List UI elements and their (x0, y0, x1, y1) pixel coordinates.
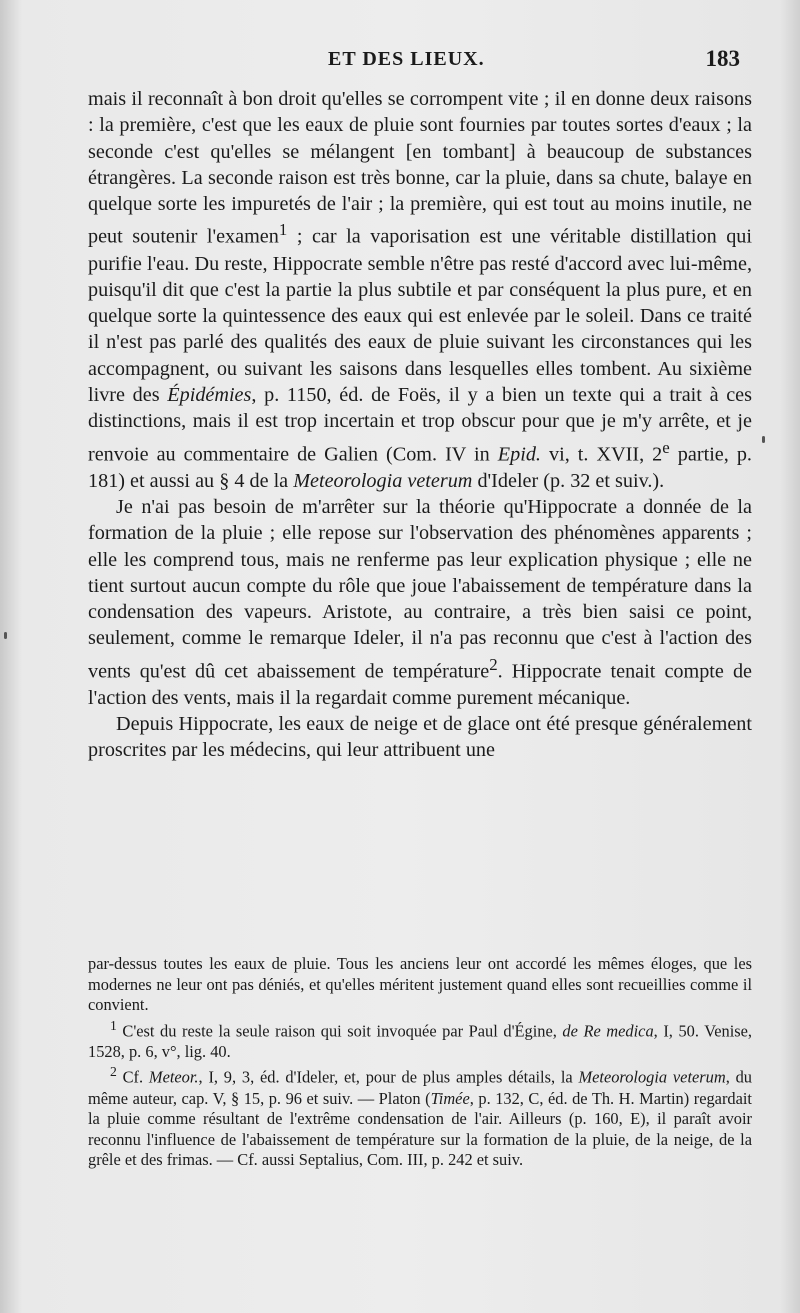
footnote-ref-2: 2 (489, 654, 498, 674)
running-title: ET DES LIEUX. (328, 48, 485, 70)
paragraph-3: Depuis Hippocrate, les eaux de neige et de glace ont été presque généralement proscrites par les médecins, qui leur attribuent une (88, 713, 752, 762)
footnotes (88, 954, 752, 1171)
paragraph-1: mais il reconnaît à bon droit qu'elles se corrompent vite ; il en donne deux raisons : la première, c'est que les eaux de pluie sont fournies par toutes sortes d'eaux ; la seconde c'est qu'elles se mélangent [en tombant] à beaucoup de substances étrangères. La seconde raison est très bonne, car la pluie, dans sa chute, balaye en quelque sorte les impuretés de l'air ; la première, qui est tout au moins inutile, ne peut soutenir l'examen$^1$ ; car la vaporisation est une véritable distillation qui purifie l'eau. Du reste, Hippocrate semble n'être pas resté d'accord avec lui-même, puisqu'il dit que c'est la partie la plus subtile et par conséquent la plus pure, et en quelque sorte la quintessence des eaux qui est enlevée par le soleil. Dans ce traité il n'est pas parlé des qualités des eaux de pluie suivant les circonstances qui les accompagnent, ou suivant les saisons dans lesquelles elles tombent. Au sixième livre des Épidémies, p. 1150, éd. de Foës, il y a bien un texte qui a trait à ces distinctions, mais il est trop incertain et trop obscur pour que je m'y arrête, et je renvoie au commentaire de Galien (Com. IV in Epid. vi, t. XVII, 2e partie, p. 181) et aussi au § 4 de la Meteorologia veterum d'Ideler (p. 32 et suiv.). (88, 88, 752, 492)
margin-speck (762, 436, 765, 443)
footnote-2: $^2$ Cf. Meteor., I, 9, 3, éd. d'Ideler, et, pour de plus amples détails, la Meteorologia veterum, du même auteur, cap. V, § 15, p. 96 et suiv. — Platon (Timée, p. 132, C, éd. de Th. H. Martin) regardait la pluie comme résultant de l'extrême condensation de l'air. Ailleurs (p. 160, E), il paraît avoir reconnu l'influence de l'abaissement de température sur la formation de la pluie, de la neige, de la grêle et des frimas. — Cf. aussi Septalius, Com. III, p. 242 et suiv. (88, 1064, 752, 1170)
footnote-ref-1: 1 (278, 220, 288, 240)
book-title-epidemies: Épidémies (167, 384, 252, 406)
book-title-meteorologia: Meteorologia veterum (293, 469, 473, 492)
paragraph-2: Je n'ai pas besoin de m'arrêter sur la théorie qu'Hippocrate a donnée de la formation de la pluie ; elle repose sur l'observation des phénomènes apparents ; elle les comprend tous, mais ne renferme pas leur explication physique ; elle ne tient surtout aucun compte du rôle que joue l'abaissement de température dans la condensation des vapeurs. Aristote, au contraire, a très bien saisi ce point, seulement, comme le remarque Ideler, il n'a pas reconnu que c'est à l'action des vents qu'est dû cet abaissement de température$^2$. Hippocrate tenait compte de l'action des vents, mais il la regardait comme purement mécanique. (88, 495, 753, 709)
footnote-continued: par-dessus toutes les eaux de pluie. Tous les anciens leur ont accordé les mêmes éloges, que les modernes ne leur ont pas déniés, et qu'elles méritent justement quand elles sont recueillies comme il convient. (88, 954, 752, 1015)
page-number: 183 (705, 46, 740, 71)
main-text (88, 86, 752, 764)
page-header (88, 48, 740, 78)
margin-speck (4, 632, 7, 639)
footnote-1: $^1$ C'est du reste la seule raison qui soit invoquée par Paul d'Égine, de Re medica, I, 50. Venise, 1528, p. 6, v°, lig. 40. (88, 1017, 752, 1061)
